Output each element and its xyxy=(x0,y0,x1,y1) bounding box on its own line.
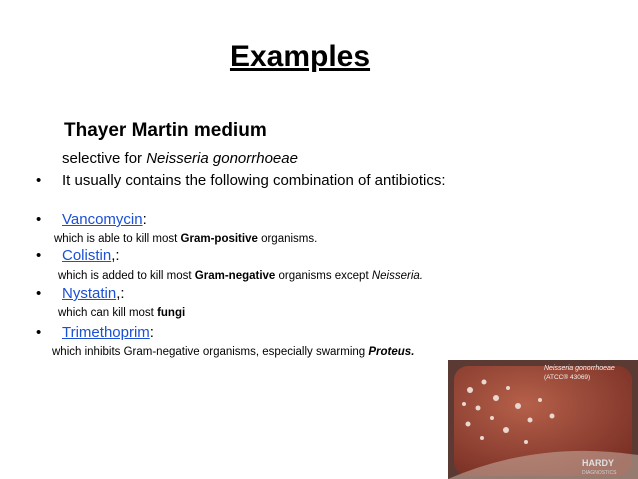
nystatin-description xyxy=(58,307,185,319)
trimethoprim-description xyxy=(52,346,414,358)
bullet-symbol: • xyxy=(36,285,42,302)
desc-text: which is able to kill most xyxy=(54,233,181,245)
selective-line xyxy=(62,150,298,167)
selective-organism: Neisseria gonorrhoeae xyxy=(146,150,298,167)
desc-bold: fungi xyxy=(157,307,186,319)
desc-text: which can kill most xyxy=(58,307,158,319)
desc-text: which is added to kill most xyxy=(58,270,195,282)
photo-caption-1: Neisseria gonorrhoeae xyxy=(544,365,615,372)
desc-italic: Neisseria. xyxy=(371,270,423,282)
antibiotic-suffix: ,: xyxy=(116,285,125,302)
desc-text: which inhibits Gram-negative organisms, especially swarming xyxy=(52,346,369,358)
brand-logo: HARDY xyxy=(582,458,615,468)
intro-bullet xyxy=(36,172,446,189)
colistin-link[interactable]: Colistin xyxy=(62,247,112,264)
desc-bold: Gram-negative xyxy=(194,270,276,282)
antibiotic-suffix: : xyxy=(142,211,147,228)
bullet-symbol: • xyxy=(36,211,42,228)
culture-plate-photo xyxy=(448,360,638,479)
antibiotic-item-trimethoprim xyxy=(36,324,154,341)
desc-text: organisms. xyxy=(257,233,318,245)
antibiotic-item-vancomycin xyxy=(36,211,147,228)
bullet-symbol: • xyxy=(36,247,42,264)
selective-prefix: selective for xyxy=(62,150,147,167)
bullet-symbol: • xyxy=(36,324,42,341)
plate-image xyxy=(448,360,638,479)
colistin-description xyxy=(58,270,423,282)
antibiotic-item-nystatin xyxy=(36,285,125,302)
desc-bold: Gram-positive xyxy=(180,233,258,245)
nystatin-link[interactable]: Nystatin xyxy=(62,285,117,302)
antibiotic-item-colistin xyxy=(36,247,120,264)
photo-caption-2: (ATCC® 43069) xyxy=(544,374,591,381)
desc-bold-italic: Proteus. xyxy=(368,346,415,358)
vancomycin-description xyxy=(54,233,317,245)
trimethoprim-link[interactable]: Trimethoprim xyxy=(62,324,150,341)
vancomycin-link[interactable]: Vancomycin xyxy=(62,211,143,228)
slide-title: Examples xyxy=(229,40,371,73)
desc-text: organisms except xyxy=(275,270,372,282)
bullet-symbol: • xyxy=(36,172,42,189)
brand-sub: DIAGNOSTICS xyxy=(582,470,617,476)
antibiotic-suffix: ,: xyxy=(111,247,120,264)
intro-text: It usually contains the following combination of antibiotics: xyxy=(62,172,446,189)
slide-subtitle: Thayer Martin medium xyxy=(64,120,267,141)
antibiotic-suffix: : xyxy=(149,324,154,341)
